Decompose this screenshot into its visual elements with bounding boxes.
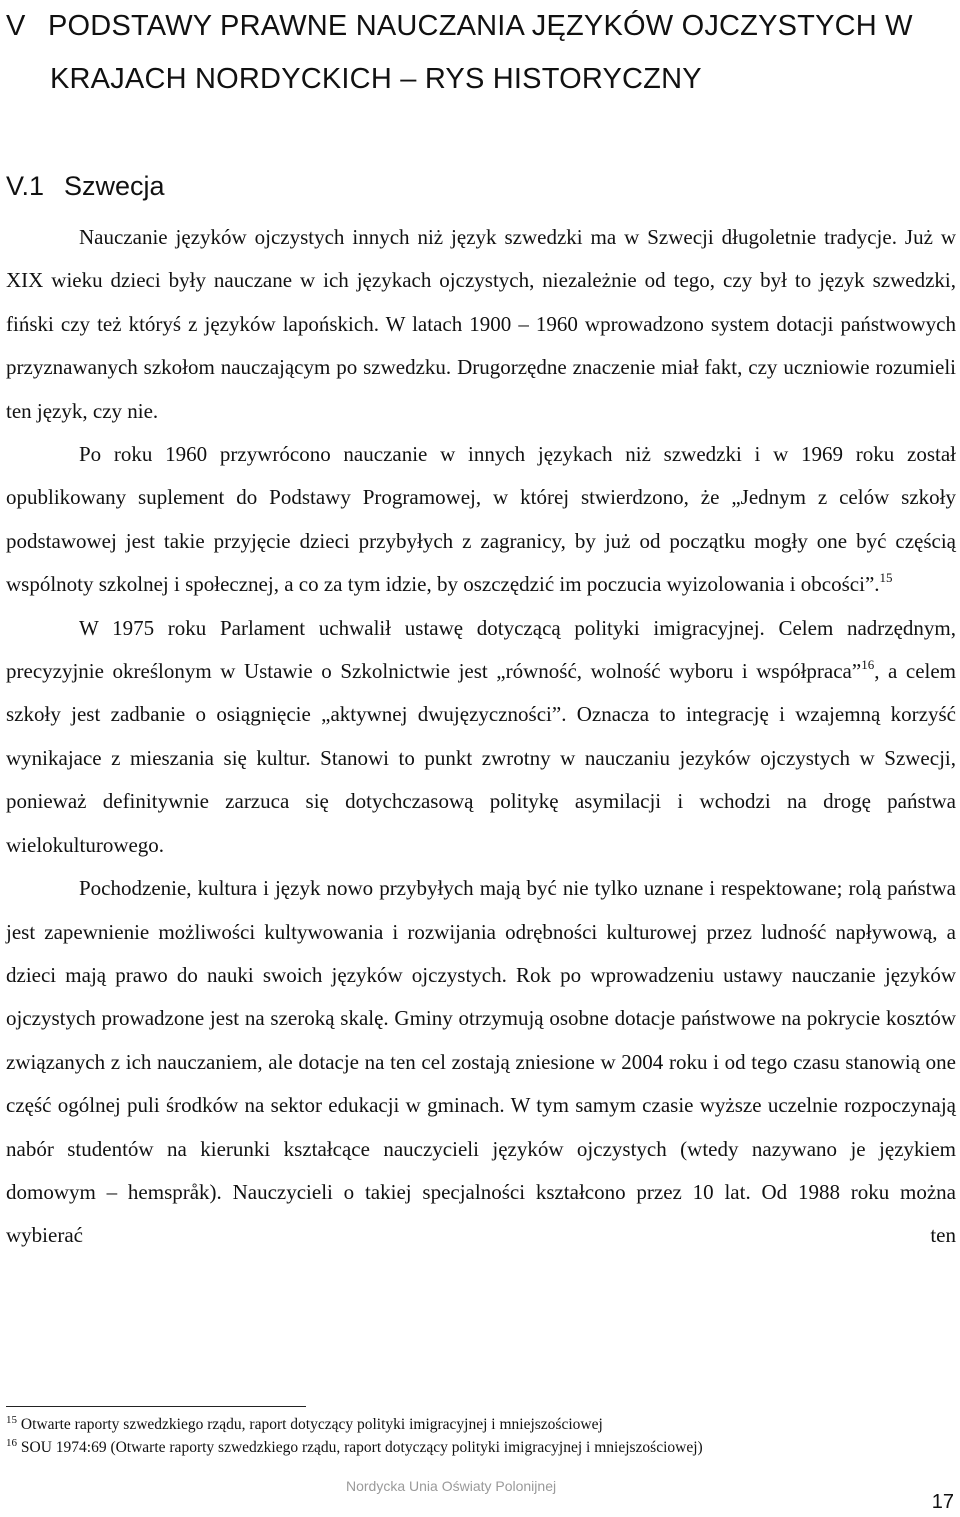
section-title: Szwecja [64, 171, 165, 201]
chapter-heading [6, 0, 956, 106]
body-text [6, 216, 956, 1258]
page-number: 17 [931, 1491, 954, 1513]
footnote [6, 1413, 956, 1436]
paragraph-3 [6, 607, 956, 867]
page-footer: Nordycka Unia Oświaty Polonijnej [346, 1478, 557, 1494]
chapter-title-line-2: KRAJACH NORDYCKICH – RYS HISTORYCZNY [50, 63, 702, 95]
footnote-number: 16 [6, 1437, 17, 1449]
footnote-number: 15 [6, 1414, 17, 1426]
chapter-heading-line-1 [6, 0, 956, 53]
section-number: V.1 [6, 171, 45, 201]
chapter-title-line-1: PODSTAWY PRAWNE NAUCZANIA JĘZYKÓW OJCZYSTYCH W [48, 10, 913, 42]
footnote-text: SOU 1974:69 (Otwarte raporty szwedzkiego rządu, raport dotyczący polityki imigracyjnej i mniejszościowej) [20, 1439, 703, 1456]
section-heading [6, 164, 165, 208]
paragraph-2-text: Po roku 1960 przywrócono nauczanie w innych językach niż szwedzki i w 1969 roku został opublikowany suplement do Podstawy Programowej, w której stwierdzono, że „Jednym z celów szkoły podstawowej jest takie przyjęcie dzieci przybyłych z zagranicy, by już od początku mogły one być częścią wspólnoty szkolnej i społecznej, a co za tym idzie, by oszczędzić im poczucia wyizolowania i obcości”. [6, 442, 956, 597]
paragraph-2 [6, 433, 956, 607]
footnote [6, 1436, 956, 1459]
footnote-ref-16[interactable]: 16 [861, 657, 875, 673]
paragraph-3-text-a: W 1975 roku Parlament uchwalił ustawę dotyczącą polityki imigracyjnej. Celem nadrzędnym, precyzyjnie określonym w Ustawie o Szkolnictwie jest „równość, wolność wyboru i współpraca” [6, 615, 956, 684]
paragraph-4: Pochodzenie, kultura i język nowo przybyłych mają być nie tylko uznane i respektowane; rolą państwa jest zapewnienie możliwości kultywowania i rozwijania odrębności kulturowej przez ludność napływową, a dzieci mają prawo do nauki swoich języków ojczystych. Rok po wprowadzeniu ustawy nauczanie języków ojczystych prowadzone jest na szeroką skalę. Gminy otrzymują osobne dotacje państwowe na pokrycie kosztów związanych z ich nauczaniem, ale dotacje na ten cel zostają zniesione w 2004 roku i od tego czasu stanowią one część ogólnej puli środków na sektor edukacji w gminach. W tym samym czasie wyższe uczelnie rozpoczynają nabór studentów na kierunki kształcące nauczycieli języków ojczystych (wtedy nazywano je językiem domowym – hemspråk). Nauczycieli o takiej specjalności kształcono przez 10 lat. Od 1988 roku można wybierać ten [6, 876, 956, 1248]
chapter-number: V [6, 10, 26, 42]
paragraph-3-text-b: , a celem szkoły jest zadbanie o osiągnięcie „aktywnej dwujęzyczności”. Oznacza to integrację i wzajemną korzyść wynikajace z mieszania się kultur. Stanowi to punkt zwrotny w nauczaniu jezyków ojczystych w Szwecji, ponieważ definitywnie zarzuca się dotychczasową politykę asymilacji i wchodzi na drogę państwa wielokulturowego. [6, 659, 957, 857]
footnote-separator [6, 1406, 306, 1407]
footnotes [6, 1413, 956, 1459]
footnote-ref-15[interactable]: 15 [879, 570, 893, 586]
paragraph-1: Nauczanie języków ojczystych innych niż język szwedzki ma w Szwecji długoletnie tradycje. Już w XIX wieku dzieci były nauczane w ich językach ojczystych, niezależnie od tego, czy był to język szwedzki, fiński czy też któryś z języków lapońskich. W latach 1900 – 1960 wprowadzono system dotacji państwowych przyznawanych szkołom nauczającym po szwedzku. Drugorzędne znaczenie miał fakt, czy uczniowie rozumieli ten język, czy nie. [6, 225, 956, 423]
footnote-text: Otwarte raporty szwedzkiego rządu, raport dotyczący polityki imigracyjnej i mniejszościowej [20, 1416, 603, 1433]
